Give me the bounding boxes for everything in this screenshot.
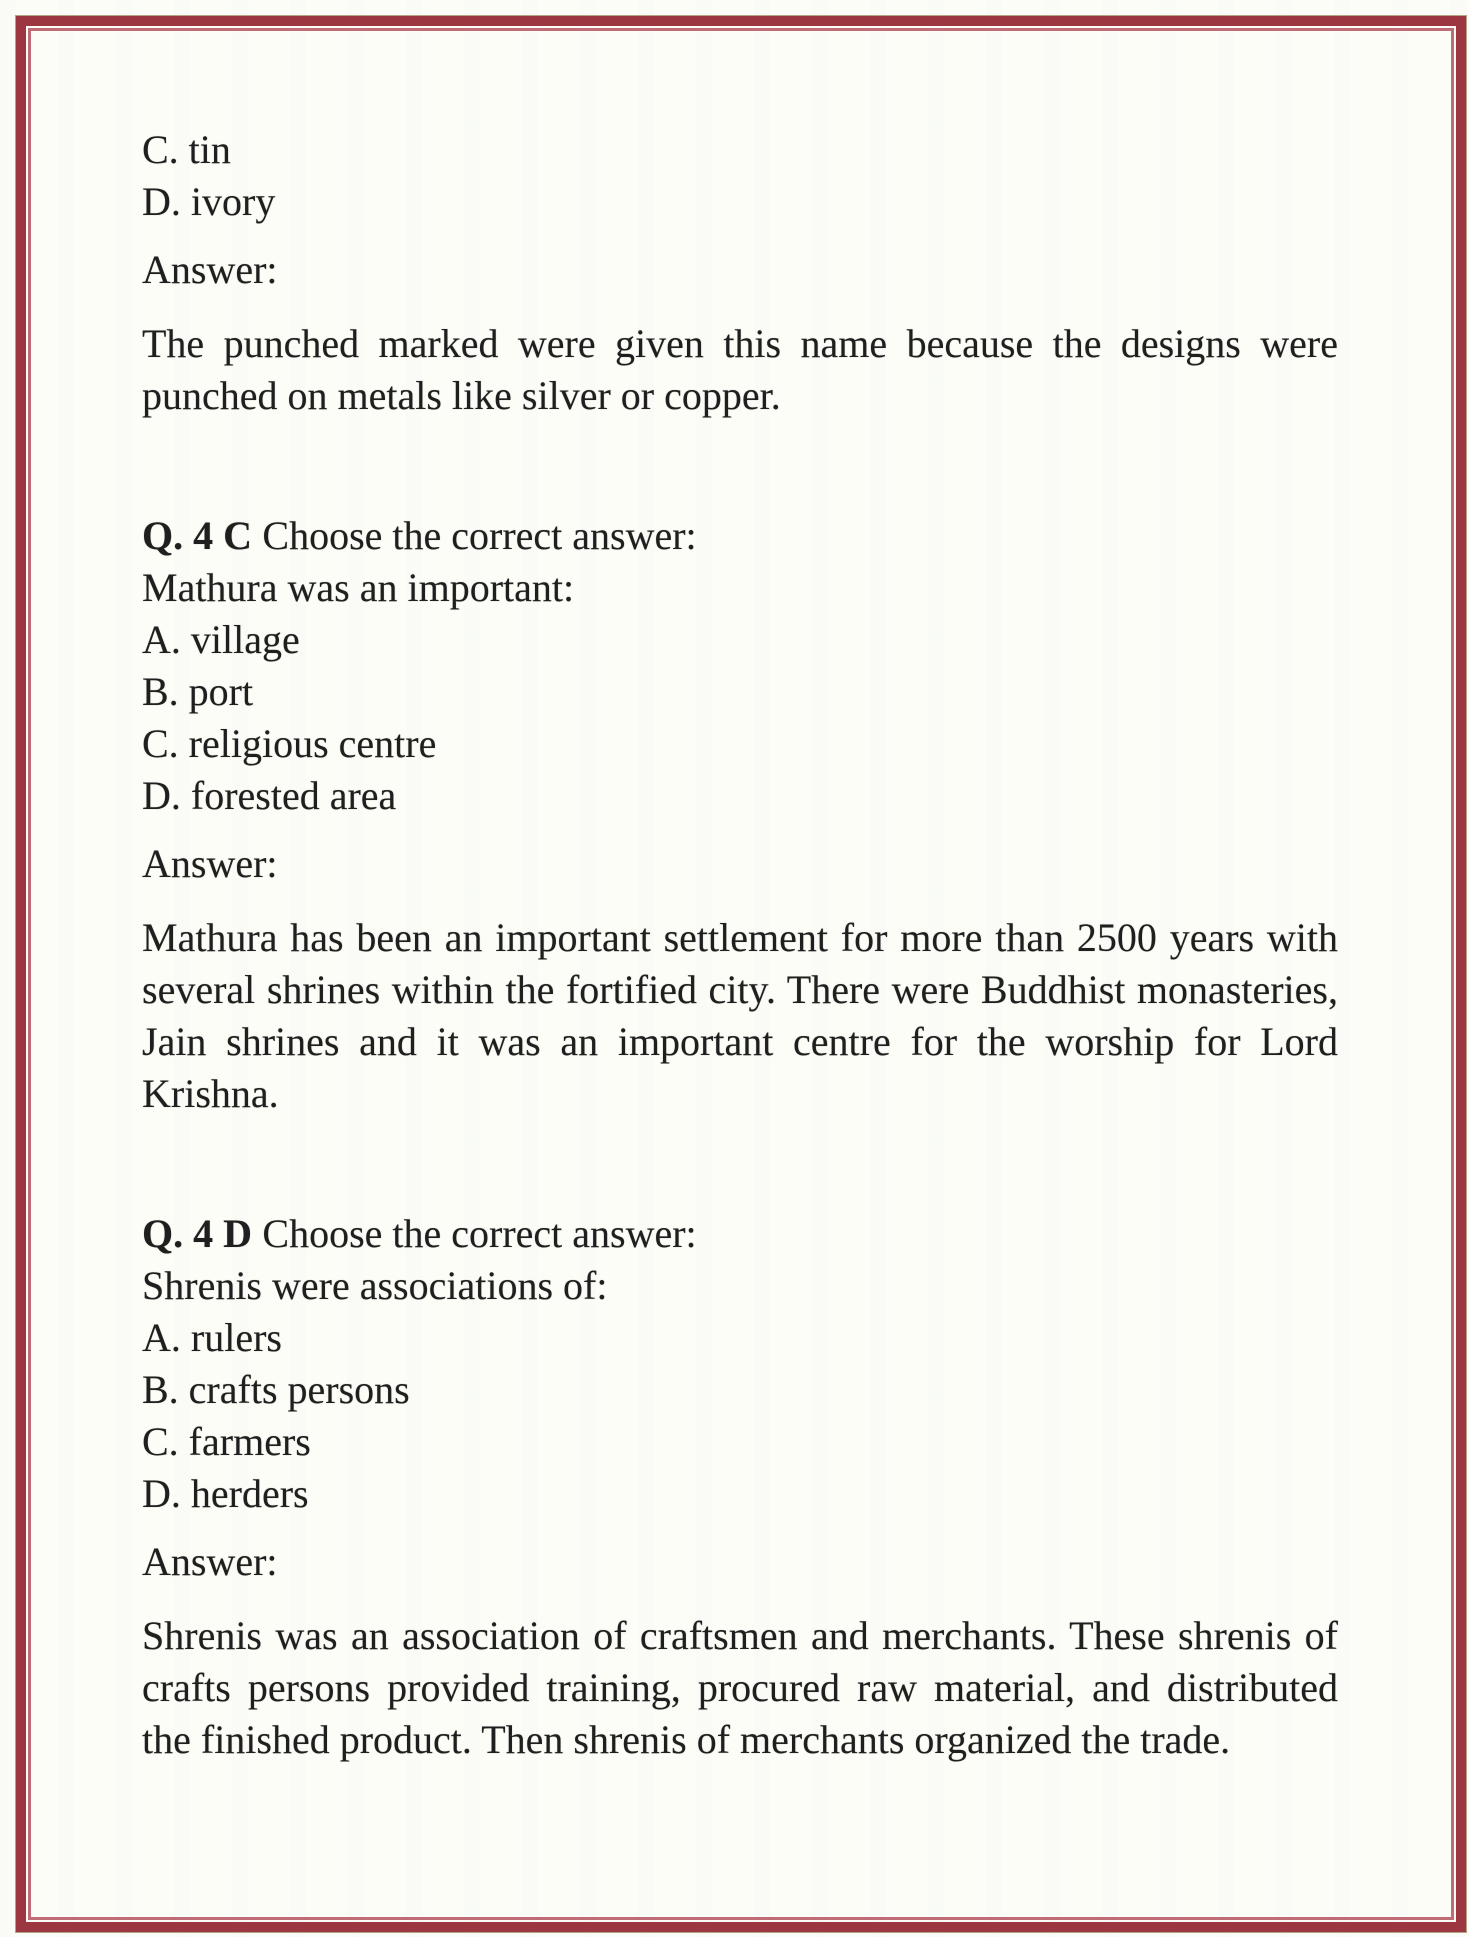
question-heading xyxy=(142,1208,1338,1260)
option-line: A. rulers xyxy=(142,1315,282,1360)
option-line: C. farmers xyxy=(142,1419,311,1464)
question-instruction: Choose the correct answer: xyxy=(262,1211,697,1256)
answer-paragraph-line: Mathura has been an important settlement for more than 2500 years with xyxy=(142,915,1338,960)
answer-paragraph-line: several shrines within the fortified city. There were Buddhist monasteries, xyxy=(142,967,1338,1012)
answer-label: Answer: xyxy=(142,1539,278,1584)
option-line: B. port xyxy=(142,669,254,714)
answer-paragraph-line: the finished product. Then shrenis of merchants organized the trade. xyxy=(142,1717,1231,1762)
question-section-q4c xyxy=(142,510,1338,822)
answer-paragraph-line: The punched marked were given this name because the designs were xyxy=(142,321,1338,366)
question-instruction: Choose the correct answer: xyxy=(262,513,697,558)
question-prompt: Shrenis were associations of: xyxy=(142,1263,608,1308)
question-number: Q. 4 D xyxy=(142,1211,252,1256)
answer-paragraph xyxy=(142,1610,1338,1766)
previous-question-options xyxy=(142,124,1338,228)
answer-label: Answer: xyxy=(142,841,278,886)
answer-paragraph xyxy=(142,318,1338,422)
option-line: C. religious centre xyxy=(142,721,437,766)
question-section-q4d xyxy=(142,1208,1338,1520)
answer-paragraph-line: Jain shrines and it was an important centre for the worship for Lord xyxy=(142,1019,1338,1064)
answer-paragraph-line: punched on metals like silver or copper. xyxy=(142,373,781,418)
answer-paragraph xyxy=(142,912,1338,1120)
option-line: D. forested area xyxy=(142,773,397,818)
document-content xyxy=(142,124,1338,1766)
option-line: D. ivory xyxy=(142,179,276,224)
option-line: C. tin xyxy=(142,127,231,172)
option-line: B. crafts persons xyxy=(142,1367,410,1412)
answer-label: Answer: xyxy=(142,247,278,292)
option-line: D. herders xyxy=(142,1471,309,1516)
answer-paragraph-line: crafts persons provided training, procured raw material, and distributed xyxy=(142,1665,1338,1710)
question-heading xyxy=(142,510,1338,562)
question-prompt: Mathura was an important: xyxy=(142,565,575,610)
option-line: A. village xyxy=(142,617,300,662)
answer-paragraph-line: Krishna. xyxy=(142,1071,279,1116)
question-number: Q. 4 C xyxy=(142,513,252,558)
answer-paragraph-line: Shrenis was an association of craftsmen and merchants. These shrenis of xyxy=(142,1613,1338,1658)
